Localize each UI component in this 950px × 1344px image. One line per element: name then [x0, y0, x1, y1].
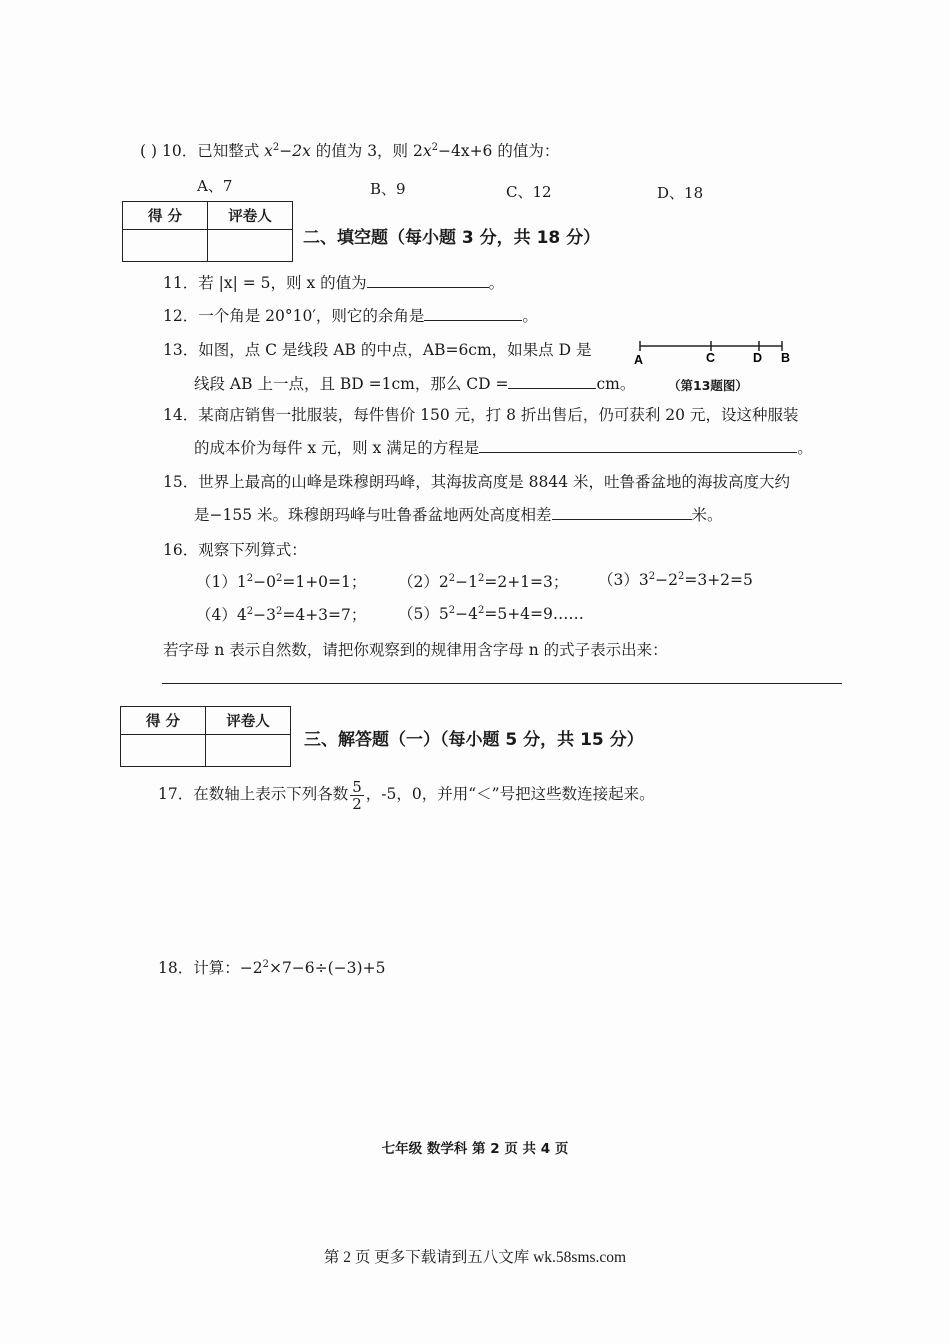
grader-header: 评卷人 — [208, 202, 293, 230]
q10-option-a: A、7 — [197, 177, 233, 195]
q12-answer-blank[interactable] — [424, 306, 522, 321]
section-2-title: 二、填空题（每小题 3 分，共 18 分） — [303, 228, 601, 248]
score-table-section-2 — [122, 201, 293, 262]
q16-answer-line[interactable] — [162, 683, 842, 684]
section-3-title: 三、解答题（一）（每小题 5 分，共 15 分） — [304, 730, 644, 750]
score-table-section-3 — [120, 706, 291, 767]
question-15-line-2: 是−155 米。珠穆朗玛峰与吐鲁番盆地两处高度相差 米。 — [194, 506, 723, 524]
q14-answer-blank[interactable] — [479, 438, 797, 453]
question-18: 18．计算：$-2^2\times 7-6\div(-3)+5$ — [158, 958, 386, 977]
score-cell[interactable] — [121, 735, 206, 767]
q16-item-3: $(3)3^2-2^2=3+2=5$ — [598, 570, 753, 589]
answer-paren: ( ) — [140, 142, 158, 160]
q10-option-c: C、12 — [506, 183, 552, 201]
score-header: 得 分 — [121, 707, 206, 735]
q11-answer-blank[interactable] — [367, 273, 489, 288]
grader-header: 评卷人 — [206, 707, 291, 735]
q16-item-2: $(2)2^2-1^2=2+1=3$； — [398, 572, 569, 591]
fraction-five-halves: $\frac{5}{2}$ — [352, 777, 362, 813]
point-label-c: C — [706, 351, 716, 365]
question-12: 12．一个角是 20°10′，则它的余角是 。 — [163, 307, 538, 325]
grader-cell[interactable] — [206, 735, 291, 767]
q16-item-4: $(4)4^2-3^2=4+3=7$； — [196, 605, 367, 624]
question-16-stem: 16．观察下列算式： — [163, 541, 307, 559]
q10-option-d: D、18 — [657, 184, 704, 202]
segment-figure — [630, 338, 800, 368]
q15-answer-blank[interactable] — [552, 505, 692, 520]
page-footer: 七年级 数学科 第 2 页 共 4 页 — [381, 1141, 569, 1157]
question-14-line-2: 的成本价为每件 x 元，则 x 满足的方程是 。 — [194, 439, 813, 457]
question-16-tail: 若字母 n 表示自然数，请把你观察到的规律用含字母 n 的式子表示出来： — [163, 641, 668, 659]
question-13-line-1: 13．如图，点 C 是线段 AB 的中点，AB=6cm，如果点 D 是 — [163, 341, 592, 359]
q13-answer-blank[interactable] — [508, 374, 596, 389]
figure-13-caption: （第13题图） — [668, 378, 748, 393]
point-label-b: B — [781, 351, 791, 365]
point-label-a: A — [634, 353, 644, 367]
question-10: ( ) 10．已知整式 $x^2-2x$ 的值为 3，则 $2x^2-4x+6$ 的值为： — [140, 141, 560, 160]
q10-option-b: B、9 — [370, 180, 406, 198]
question-17: 17．在数轴上表示下列各数 $\frac{5}{2}$ ，-5，0，并用“＜”号把这些数连接起来。 — [158, 777, 655, 813]
question-15-line-1: 15．世界上最高的山峰是珠穆朗玛峰，其海拔高度是 8844 米，吐鲁番盆地的海拔高度大约 — [163, 473, 791, 491]
score-cell[interactable] — [123, 230, 208, 262]
point-label-d: D — [753, 351, 763, 365]
question-11: 11．若 |x| = 5，则 x 的值为 。 — [163, 274, 505, 292]
score-header: 得 分 — [123, 202, 208, 230]
question-13-line-2: 线段 AB 上一点，且 BD =1cm，那么 CD = cm。 — [194, 375, 636, 393]
q16-item-5: $(5)5^2-4^2=5+4=9\dots\dots$ — [398, 604, 584, 623]
question-14-line-1: 14．某商店销售一批服装，每件售价 150 元，打 8 折出售后，仍可获利 20 元，设这种服装 — [163, 406, 799, 424]
download-note: 第 2 页 更多下载请到五八文库 wk.58sms.com — [323, 1249, 627, 1266]
q16-item-1: $(1)1^2-0^2=1+0=1$； — [196, 572, 367, 591]
grader-cell[interactable] — [208, 230, 293, 262]
